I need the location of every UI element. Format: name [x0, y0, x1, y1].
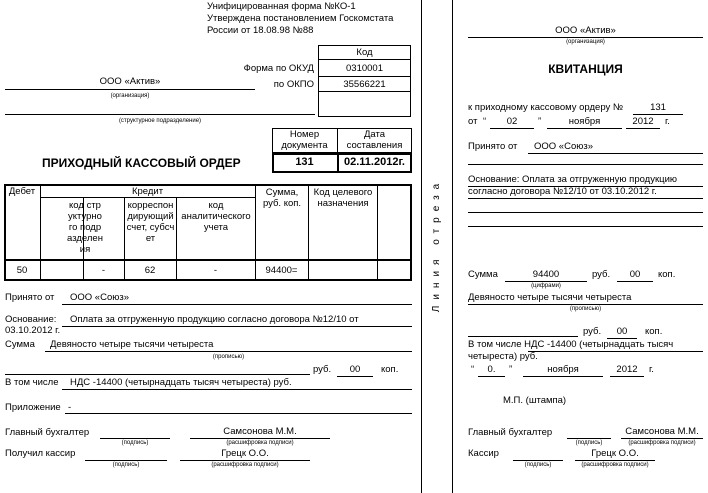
receipt-cashier-label: Кассир — [468, 448, 499, 459]
col-sum: Сумма, руб. коп. — [262, 187, 302, 209]
form-code-line3: России от 18.08.98 №88 — [207, 25, 314, 36]
receipt-quote-close: ” — [538, 116, 542, 127]
sum-words: Девяносто четыре тысячи четыреста — [50, 339, 214, 350]
receipt-stamp: М.П. (штампа) — [503, 395, 567, 406]
receipt-day: 02 — [506, 116, 518, 127]
receipt-title: КВИТАНЦИЯ — [548, 62, 623, 76]
okud-label: Форма по ОКУД — [243, 63, 314, 74]
receipt-basis-line2: согласно договора №12/10 от 03.10.2012 г. — [468, 186, 657, 197]
receipt-org-caption: (организация) — [566, 39, 605, 45]
chief-accountant-label: Главный бухгалтер — [5, 427, 90, 438]
okpo-value: 35566221 — [343, 79, 386, 90]
receipt-date2-day: 0. — [487, 364, 496, 375]
receipt-including-line2: четыреста) руб. — [468, 351, 538, 362]
basis-line1: Оплата за отгруженную продукцию согласно договора №12/10 от — [70, 314, 359, 325]
words-caption: (прописью) — [212, 354, 245, 360]
date-label-2: составления — [346, 140, 403, 151]
basis-line2: 03.10.2012 г. — [5, 325, 61, 336]
number-label-1: Номер — [289, 129, 320, 140]
receipt-kop2-value: 00 — [616, 326, 628, 337]
receipt-rub2: руб. — [583, 326, 602, 337]
receipt-month: ноября — [568, 116, 601, 127]
doc-number: 131 — [295, 156, 314, 168]
cashier-decode-caption: (расшифровка подписи) — [211, 462, 279, 468]
number-label-2: документа — [281, 140, 328, 151]
cell-sum: 94400= — [265, 265, 298, 276]
codes-header: Код — [356, 47, 373, 58]
receipt-sum-label: Сумма — [468, 269, 498, 280]
receipt-date2-suffix: г. — [649, 364, 654, 375]
receipt-sum-value: 94400 — [532, 269, 560, 280]
okud-value: 0310001 — [346, 63, 383, 74]
doc-date: 02.11.2012г. — [344, 156, 405, 168]
receipt-sum-words: Девяносто четыре тысячи четыреста — [468, 292, 632, 303]
form-code-line2: Утверждена постановлением Госкомстата — [207, 13, 394, 24]
receipt-basis-line1: Основание: Оплата за отгруженную продукцию — [468, 174, 677, 185]
receipt-cashier-decode-caption: (расшифровка подписи) — [581, 462, 649, 468]
col-credit: Кредит — [131, 186, 164, 197]
chief-decode-caption: (расшифровка подписи) — [226, 440, 294, 446]
cut-line-left — [421, 0, 422, 493]
col-debit: Дебет — [8, 186, 36, 197]
cell-struct: - — [101, 265, 106, 276]
receipt-chief-decode-caption: (расшифровка подписи) — [628, 440, 696, 446]
receipt-year-suffix: г. — [665, 116, 670, 127]
attachment-value: - — [68, 402, 72, 413]
receipt-kop2: коп. — [645, 326, 663, 337]
received-from-label: Принято от — [5, 292, 55, 303]
rub-label: руб. — [313, 364, 332, 375]
received-from-value: ООО «Союз» — [70, 292, 129, 303]
cut-line-text: Линия отреза — [431, 177, 442, 313]
col-purpose: Код целевого назначения — [313, 187, 373, 209]
org-caption: (организация) — [110, 93, 150, 99]
including-label: В том числе — [5, 377, 59, 388]
including-value: НДС -14400 (четырнадцать тысяч четыреста) руб. — [70, 377, 292, 388]
cell-analytic: - — [213, 265, 218, 276]
attachment-label: Приложение — [5, 402, 61, 413]
division-caption: (структурное подразделение) — [118, 118, 202, 124]
chief-signature-caption: (подпись) — [121, 440, 149, 446]
basis-label: Основание: — [5, 314, 57, 325]
receipt-received-label: Принято от — [468, 141, 518, 152]
receipt-received-from: ООО «Союз» — [534, 141, 593, 152]
receipt-cashier-name: Грецк О.О. — [591, 448, 639, 459]
receipt-chief-sign-caption: (подпись) — [575, 440, 603, 446]
date-label-1: Дата — [363, 129, 386, 140]
receipt-to-order-label: к приходному кассовому ордеру № — [468, 102, 624, 113]
col-corr: корреспондирующий счет, субсчет — [126, 200, 175, 244]
receipt-including-line1: В том числе НДС -14400 (четырнадцать тысяч — [468, 339, 674, 350]
receipt-date2-year: 2012 — [616, 364, 638, 375]
receipt-from-label: от — [468, 116, 478, 127]
receipt-chief-label: Главный бухгалтер — [468, 427, 553, 438]
col-struct: код структурного подразделения — [67, 200, 103, 255]
receipt-date2-month: ноября — [547, 364, 579, 375]
doc-title: ПРИХОДНЫЙ КАССОВЫЙ ОРДЕР — [42, 156, 241, 170]
receipt-year: 2012 — [632, 116, 654, 127]
kop-label: коп. — [381, 364, 399, 375]
chief-accountant-name: Самсонова М.М. — [223, 426, 297, 437]
kop-value: 00 — [349, 364, 361, 375]
receipt-date2-quote-close: ” — [509, 364, 513, 375]
form-code-line1: Унифицированная форма №КО-1 — [207, 1, 356, 12]
cut-line-right — [452, 0, 453, 493]
cashier-received-label: Получил кассир — [5, 448, 76, 459]
col-analytic: код аналитического учета — [181, 200, 251, 233]
okpo-label: по ОКПО — [273, 79, 314, 90]
receipt-digits-caption: (цифрами) — [531, 283, 561, 289]
sum-label: Сумма — [5, 339, 35, 350]
receipt-words-caption: (прописью) — [569, 306, 602, 312]
receipt-kop: коп. — [658, 269, 676, 280]
receipt-date2-quote-open: “ — [471, 364, 475, 375]
cell-corr: 62 — [144, 265, 156, 276]
receipt-rub: руб. — [592, 269, 611, 280]
org-name: ООО «Актив» — [99, 76, 161, 87]
receipt-org-name: ООО «Актив» — [555, 25, 616, 36]
cashier-name: Грецк О.О. — [221, 448, 269, 459]
cashier-signature-caption: (подпись) — [112, 462, 140, 468]
receipt-cashier-sign-caption: (подпись) — [524, 462, 552, 468]
cell-debit: 50 — [16, 265, 28, 276]
receipt-kop-value: 00 — [629, 269, 641, 280]
receipt-order-number: 131 — [650, 102, 666, 113]
receipt-quote-open: “ — [483, 116, 487, 127]
receipt-chief-name: Самсонова М.М. — [625, 426, 699, 437]
